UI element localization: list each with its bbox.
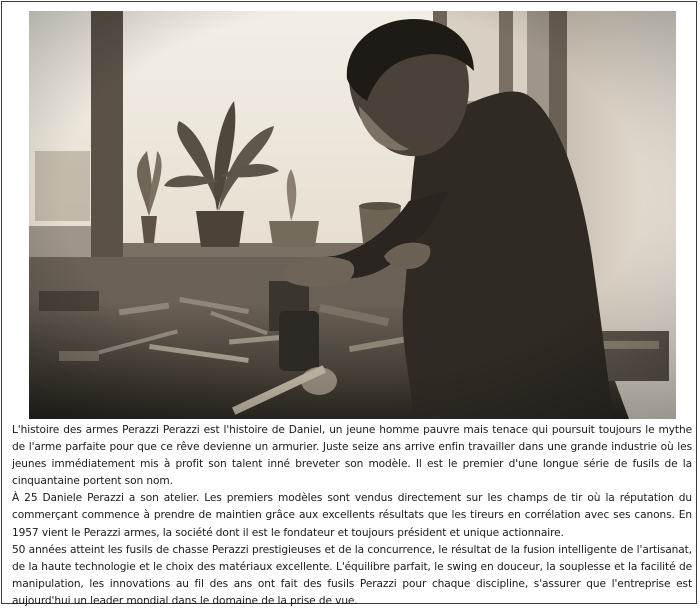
history-text <box>12 422 692 610</box>
page-frame <box>1 1 697 607</box>
workshop-photo <box>29 11 676 419</box>
paragraph-1: L'histoire des armes Perazzi Perazzi est l'histoire de Daniel, un jeune homme pauvre mais tenace qui poursuit toujours le mythe de l'arme parfaite pour que ce rêve devienne un armurier. Juste seize ans arrive enfin travailler dans une grande industrie où les jeunes immédiatement mis à profit son talent inné breveter son modèle. Il est le premier d'une longue série de fusils de la cinquantaine portent son nom. <box>12 424 692 488</box>
paragraph-2: À 25 Daniele Perazzi a son atelier. Les premiers modèles sont vendus directement sur les champs de tir où la réputation du commerçant commence à prendre de maintien grâce aux excellents résultats que les tireurs en corrélation avec ses canons. En 1957 vient le Perazzi armes, la société dont il est le fondateur et toujours président et unique actionnaire. <box>12 492 692 539</box>
paragraph-3: 50 années atteint les fusils de chasse Perazzi prestigieuses et de la concurrence, le résultat de la fusion intelligente de l'artisanat, de la haute technologie et le choix des matériaux excellente. L'équilibre parfait, le swing en douceur, la souplesse et la facilité de manipulation, les innovations au fil des ans ont fait des fusils Perazzi pour chaque discipline, s'assurer que l'entreprise est aujourd'hui un leader mondial dans le domaine de la prise de vue. <box>12 543 692 607</box>
